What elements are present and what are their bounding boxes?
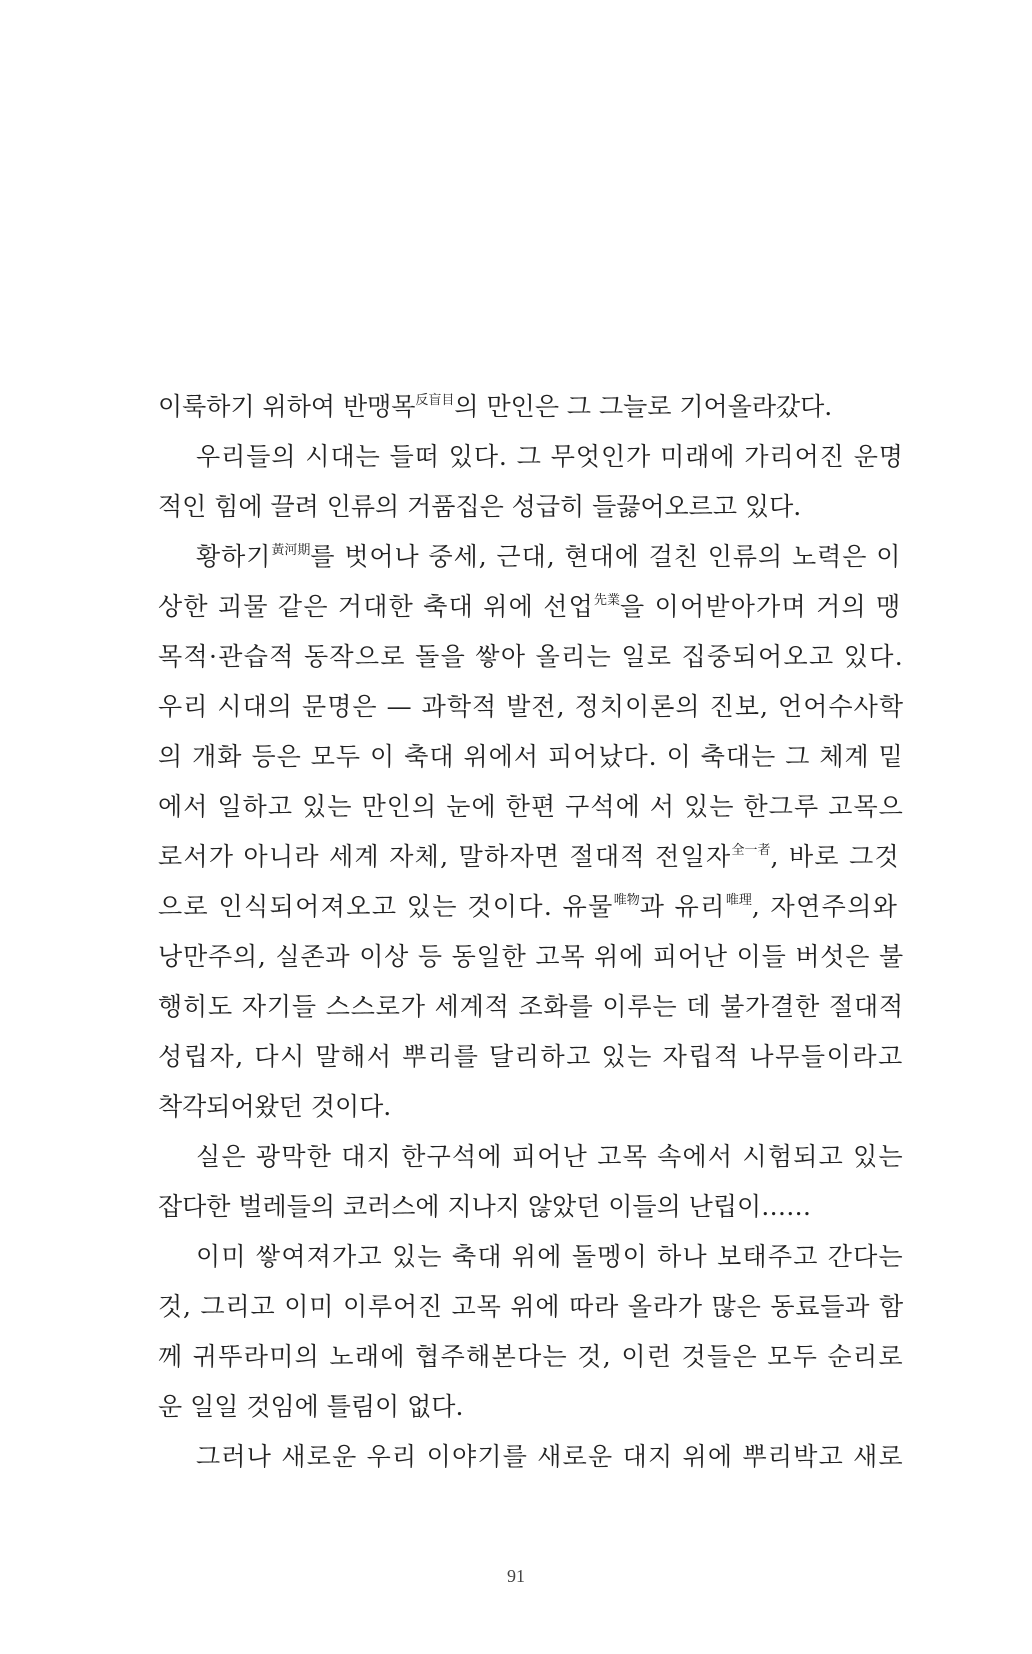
text-line — [158, 482, 904, 532]
text-line — [158, 732, 904, 782]
text-segment: 께 귀뚜라미의 노래에 협주해본다는 것, 이런 것들은 모두 순리로 — [158, 1342, 904, 1371]
text-line — [158, 882, 904, 932]
text-segment: 으로 인식되어져오고 있는 것이다. 유물 — [158, 892, 614, 921]
text-line — [158, 1332, 904, 1382]
text-line — [158, 832, 904, 882]
text-segment: 착각되어왔던 것이다. — [158, 1092, 392, 1121]
text-segment: 그러나 새로운 우리 이야기를 새로운 대지 위에 뿌리박고 새로 — [196, 1442, 904, 1471]
text-line — [158, 1132, 904, 1182]
hanja-gloss: 全一者 — [731, 843, 771, 858]
text-line — [158, 682, 904, 732]
page-number: 91 — [507, 1566, 525, 1586]
text-segment: 과 유리 — [639, 892, 726, 921]
text-segment: 로서가 아니라 세계 자체, 말하자면 절대적 전일자 — [158, 842, 732, 871]
text-segment: 에서 일하고 있는 만인의 눈에 한편 구석에 서 있는 한그루 고목으 — [158, 792, 904, 821]
text-segment: 을 이어받아가며 거의 맹 — [620, 592, 902, 621]
text-segment: 운 일일 것임에 틀림이 없다. — [158, 1392, 464, 1421]
text-line — [158, 932, 904, 982]
text-segment: 이룩하기 위하여 반맹목 — [158, 392, 416, 421]
text-line — [158, 982, 904, 1032]
text-segment: 의 개화 등은 모두 이 축대 위에서 피어났다. 이 축대는 그 체계 밑 — [158, 742, 904, 771]
text-segment: 것, 그리고 이미 이루어진 고목 위에 따라 올라가 많은 동료들과 함 — [158, 1292, 905, 1321]
text-segment: 의 만인은 그 그늘로 기어올라갔다. — [454, 392, 833, 421]
hanja-gloss: 唯理 — [725, 893, 752, 908]
hanja-gloss: 反盲目 — [415, 393, 455, 408]
text-line — [158, 1432, 904, 1482]
text-segment: 목적·관습적 동작으로 돌을 쌓아 올리는 일로 집중되어오고 있다. — [158, 642, 904, 671]
text-segment: 우리들의 시대는 들떠 있다. 그 무엇인가 미래에 가리어진 운명 — [196, 442, 904, 471]
text-line — [158, 432, 904, 482]
text-segment: 실은 광막한 대지 한구석에 피어난 고목 속에서 시험되고 있는 — [196, 1142, 904, 1171]
text-segment: 낭만주의, 실존과 이상 등 동일한 고목 위에 피어난 이들 버섯은 불 — [158, 942, 905, 971]
text-segment: , 바로 그것 — [770, 842, 900, 871]
text-line — [158, 1182, 904, 1232]
hanja-gloss: 先業 — [593, 593, 620, 608]
text-line — [158, 1232, 904, 1282]
text-segment: 를 벗어나 중세, 근대, 현대에 걸친 인류의 노력은 이 — [310, 542, 902, 571]
text-line — [158, 1032, 904, 1082]
text-segment: 황하기 — [196, 542, 272, 571]
text-segment: 상한 괴물 같은 거대한 축대 위에 선업 — [158, 592, 594, 621]
text-line — [158, 582, 904, 632]
text-segment: 성립자, 다시 말해서 뿌리를 달리하고 있는 자립적 나무들이라고 — [158, 1042, 904, 1071]
text-line — [158, 382, 904, 432]
text-segment: , 자연주의와 — [751, 892, 899, 921]
text-segment: 잡다한 벌레들의 코러스에 지나지 않았던 이들의 난립이…… — [158, 1192, 812, 1221]
text-line — [158, 532, 904, 582]
text-segment: 우리 시대의 문명은 — 과학적 발전, 정치이론의 진보, 언어수사학 — [158, 692, 905, 721]
text-segment: 이미 쌓여져가고 있는 축대 위에 돌멩이 하나 보태주고 간다는 — [196, 1242, 904, 1271]
text-segment: 행히도 자기들 스스로가 세계적 조화를 이루는 데 불가결한 절대적 — [158, 992, 905, 1021]
text-line — [158, 632, 904, 682]
hanja-gloss: 黃河期 — [271, 543, 311, 558]
text-line — [158, 1082, 904, 1132]
text-line — [158, 1282, 904, 1332]
text-segment: 적인 힘에 끌려 인류의 거품집은 성급히 들끓어오르고 있다. — [158, 492, 802, 521]
hanja-gloss: 唯物 — [613, 893, 640, 908]
text-line — [158, 782, 904, 832]
text-line — [158, 1382, 904, 1432]
body-text — [158, 382, 904, 1482]
